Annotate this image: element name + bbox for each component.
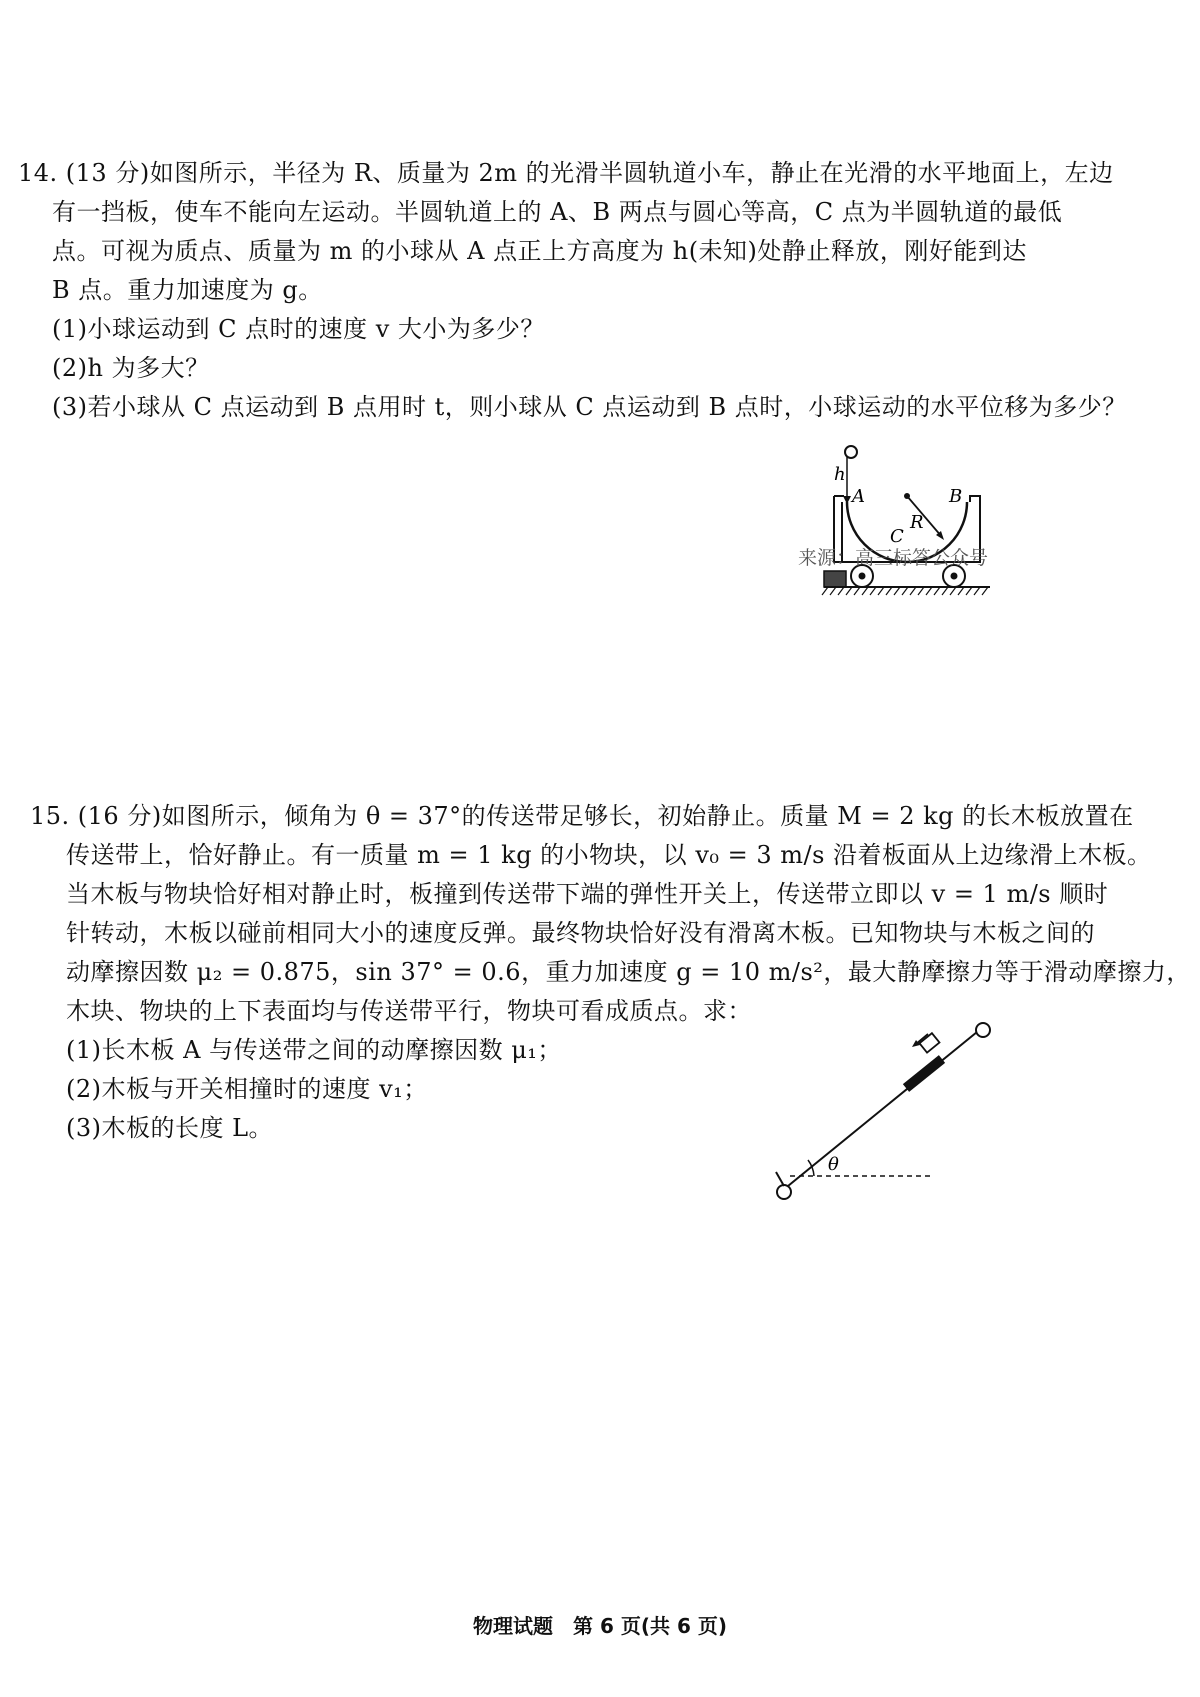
q14-text-line-4: B 点。重力加速度为 g。: [52, 276, 323, 304]
label-C: C: [890, 526, 904, 547]
page-footer: 物理试题 第 6 页(共 6 页): [473, 1614, 727, 1638]
q14-figure-semicircle-cart: [790, 440, 1020, 610]
label-A: A: [852, 486, 865, 507]
label-B: B: [949, 486, 963, 507]
top-pulley-icon: [976, 1023, 990, 1037]
q15-text-line-1: 15. (16 分)如图所示，倾角为 θ = 37°的传送带足够长，初始静止。质量 M = 2 kg 的长木板放置在: [30, 802, 1134, 830]
q15-text-line-5: 动摩擦因数 μ₂ = 0.875，sin 37° = 0.6，重力加速度 g = 10 m/s²，最大静摩擦力等于滑动摩擦力，: [66, 958, 1191, 986]
label-h: h: [834, 464, 846, 485]
q14-text-line-1: 14. (13 分)如图所示，半径为 R、质量为 2m 的光滑半圆轨道小车，静止在光滑的水平地面上，左边: [18, 159, 1114, 187]
q14-text-line-3: 点。可视为质点、质量为 m 的小球从 A 点正上方高度为 h(未知)处静止释放，刚好能到达: [52, 237, 1027, 265]
label-R: R: [910, 512, 924, 533]
conveyor-belt: [788, 1032, 977, 1186]
q15-text-line-2: 传送带上，恰好静止。有一质量 m = 1 kg 的小物块，以 v₀ = 3 m/s 沿着板面从上边缘滑上木板。: [66, 841, 1152, 869]
q15-subquestion-3: (3)木板的长度 L。: [66, 1114, 274, 1142]
q14-subquestion-2: (2)h 为多大？: [52, 354, 210, 382]
q14-text-line-2: 有一挡板，使车不能向左运动。半圆轨道上的 A、B 两点与圆心等高，C 点为半圆轨道的最低: [52, 198, 1063, 226]
q14-subquestion-3: (3)若小球从 C 点运动到 B 点用时 t，则小球从 C 点运动到 B 点时，小球运动的水平位移为多少？: [52, 393, 1127, 421]
q15-subquestion-2: (2)木板与开关相撞时的速度 v₁；: [66, 1075, 428, 1103]
q15-text-line-3: 当木板与物块恰好相对静止时，板撞到传送带下端的弹性开关上，传送带立即以 v = 1 m/s 顺时: [66, 880, 1109, 908]
stop-block: [824, 571, 846, 587]
q15-text-line-4: 针转动，木板以碰前相同大小的速度反弹。最终物块恰好没有滑离木板。已知物块与木板之间的: [66, 919, 1095, 947]
q14-subquestion-1: (1)小球运动到 C 点时的速度 v 大小为多少？: [52, 315, 545, 343]
label-theta: θ: [828, 1154, 839, 1175]
watermark-text: 来源：高三标答公众号: [798, 547, 989, 569]
bottom-pulley-icon: [777, 1185, 791, 1199]
long-board: [906, 1059, 942, 1088]
q15-figure-incline-belt: [770, 1010, 1030, 1210]
small-block: [919, 1033, 939, 1052]
q15-text-line-6: 木块、物块的上下表面均与传送带平行，物块可看成质点。求：: [66, 997, 752, 1025]
q15-subquestion-1: (1)长木板 A 与传送带之间的动摩擦因数 μ₁；: [66, 1036, 562, 1064]
